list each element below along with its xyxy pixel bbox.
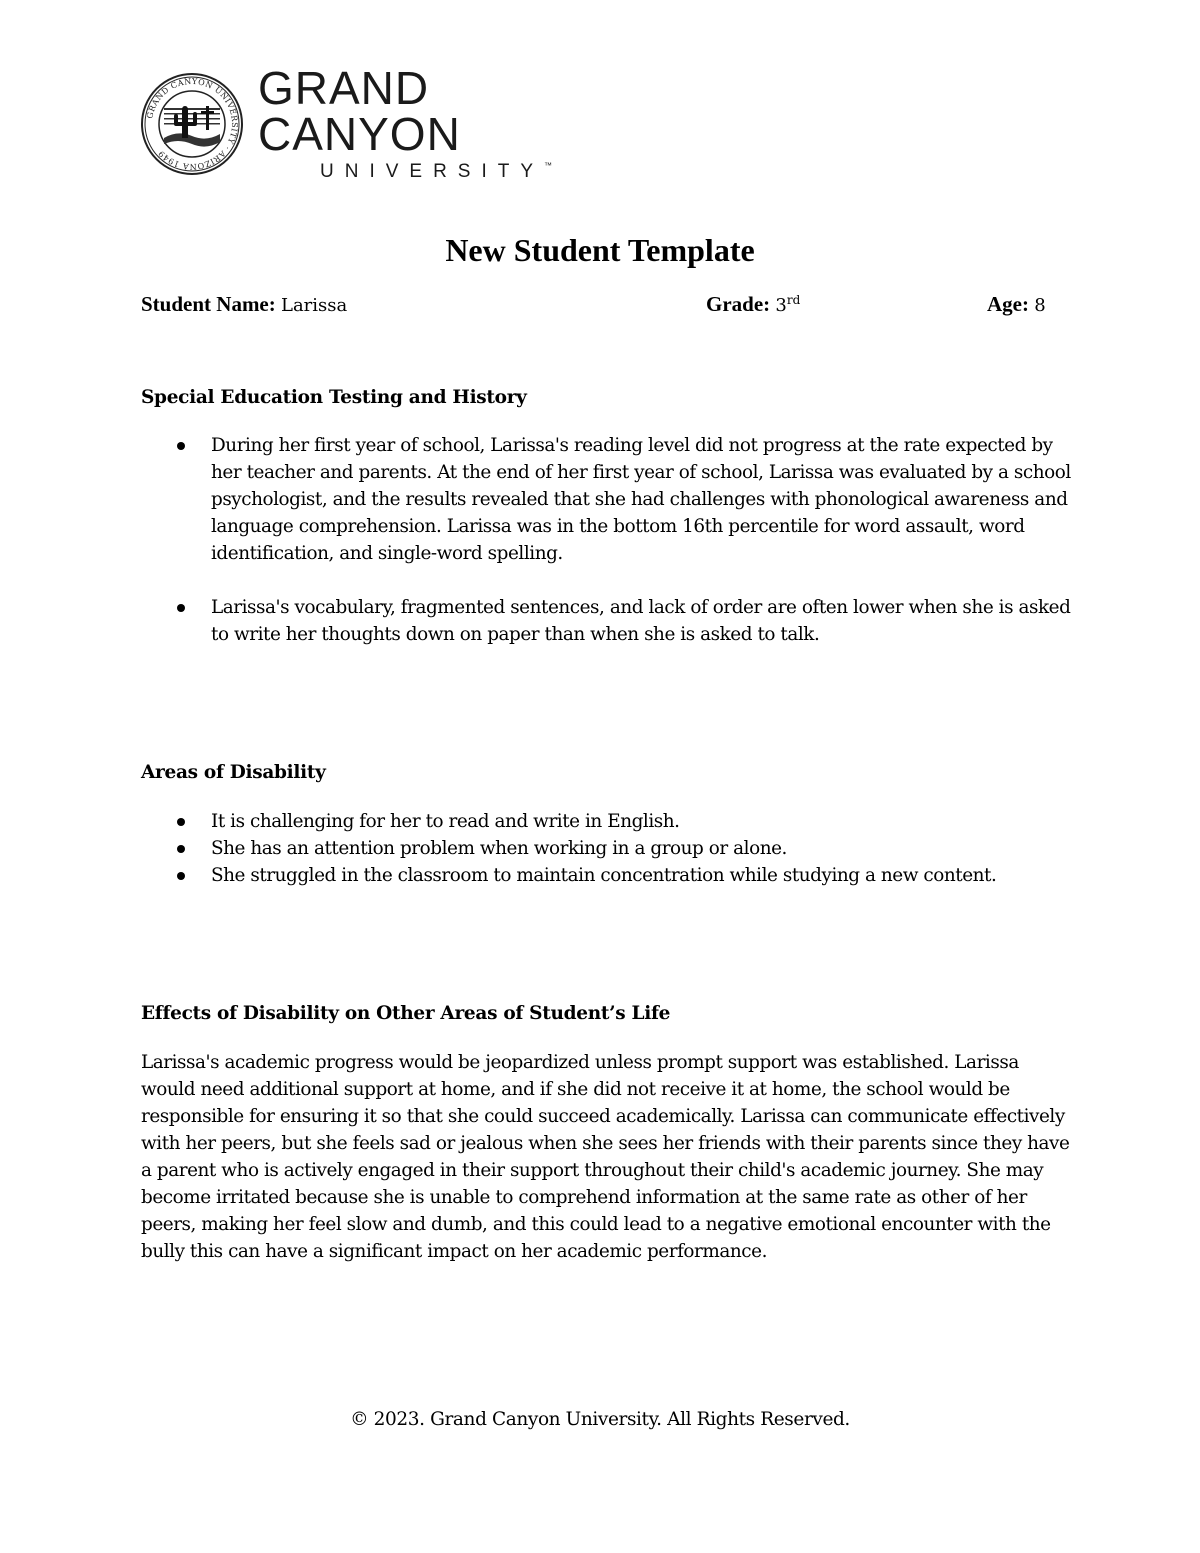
wordmark-title: GRAND CANYON	[258, 62, 461, 160]
student-name-value: Larissa	[281, 295, 348, 316]
grade-number: 3	[775, 295, 787, 316]
wordmark-subtitle-text: UNIVERSITY	[320, 161, 545, 182]
list-item: It is challenging for her to read and write in English.	[141, 808, 1081, 835]
copyright-footer: © 2023. Grand Canyon University. All Rights Reserved.	[350, 1409, 850, 1430]
document-title: New Student Template	[445, 232, 755, 268]
grade-value	[775, 295, 800, 316]
student-name-field	[141, 292, 347, 317]
list-item: Larissa's vocabulary, fragmented sentences, and lack of order are often lower when she is asked to write her thoughts down on paper than when she is asked to talk.	[141, 594, 1081, 648]
age-label: Age:	[987, 292, 1029, 316]
age-value: 8	[1034, 295, 1046, 316]
wordmark-subtitle	[320, 161, 620, 183]
seal-text: GRAND CANYON UNIVERSITY · ARIZONA 1949	[145, 76, 240, 172]
trademark-mark: ™	[544, 161, 553, 170]
student-name-label: Student Name:	[141, 292, 276, 316]
grade-suffix: rd	[786, 293, 801, 307]
student-info-row	[0, 292, 1200, 322]
grade-label: Grade:	[706, 292, 771, 316]
effects-paragraph: Larissa's academic progress would be jeopardized unless prompt support was established. Larissa would need additional support at home, and if she did not receive it at home, the school would be responsible for ensuring it so that she could succeed academically. Larissa can communicate effectively with her peers, but she feels sad or jealous when she sees her friends with their parents since they have a parent who is actively engaged in their support throughout their child's academic journey. She may become irritated because she is unable to comprehend information at the same rate as other of her peers, making her feel slow and dumb, and this could lead to a negative emotional encounter with the bully this can have a significant impact on her academic performance.	[141, 1052, 1070, 1262]
age-field	[987, 292, 1046, 317]
university-wordmark	[258, 62, 620, 183]
list-item: During her first year of school, Larissa's reading level did not progress at the rate expected by her teacher and parents. At the end of her first year of school, Larissa was evaluated by a school psychologist, and the results revealed that she had challenges with phonological awareness and language comprehension. Larissa was in the bottom 16th percentile for word assault, word identification, and single-word spelling.	[141, 432, 1081, 567]
testing-history-list	[141, 432, 1081, 675]
areas-of-disability-list	[141, 808, 1081, 889]
section-heading-areas-of-disability: Areas of Disability	[141, 762, 326, 783]
university-logo	[140, 62, 620, 182]
section-heading-testing-history: Special Education Testing and History	[141, 387, 527, 408]
university-seal-icon	[140, 72, 244, 176]
list-item: She has an attention problem when working in a group or alone.	[141, 835, 1081, 862]
grade-field	[706, 292, 800, 317]
list-item: She struggled in the classroom to maintain concentration while studying a new content.	[141, 862, 1081, 889]
section-heading-effects-of-disability: Effects of Disability on Other Areas of Student’s Life	[141, 1003, 671, 1024]
